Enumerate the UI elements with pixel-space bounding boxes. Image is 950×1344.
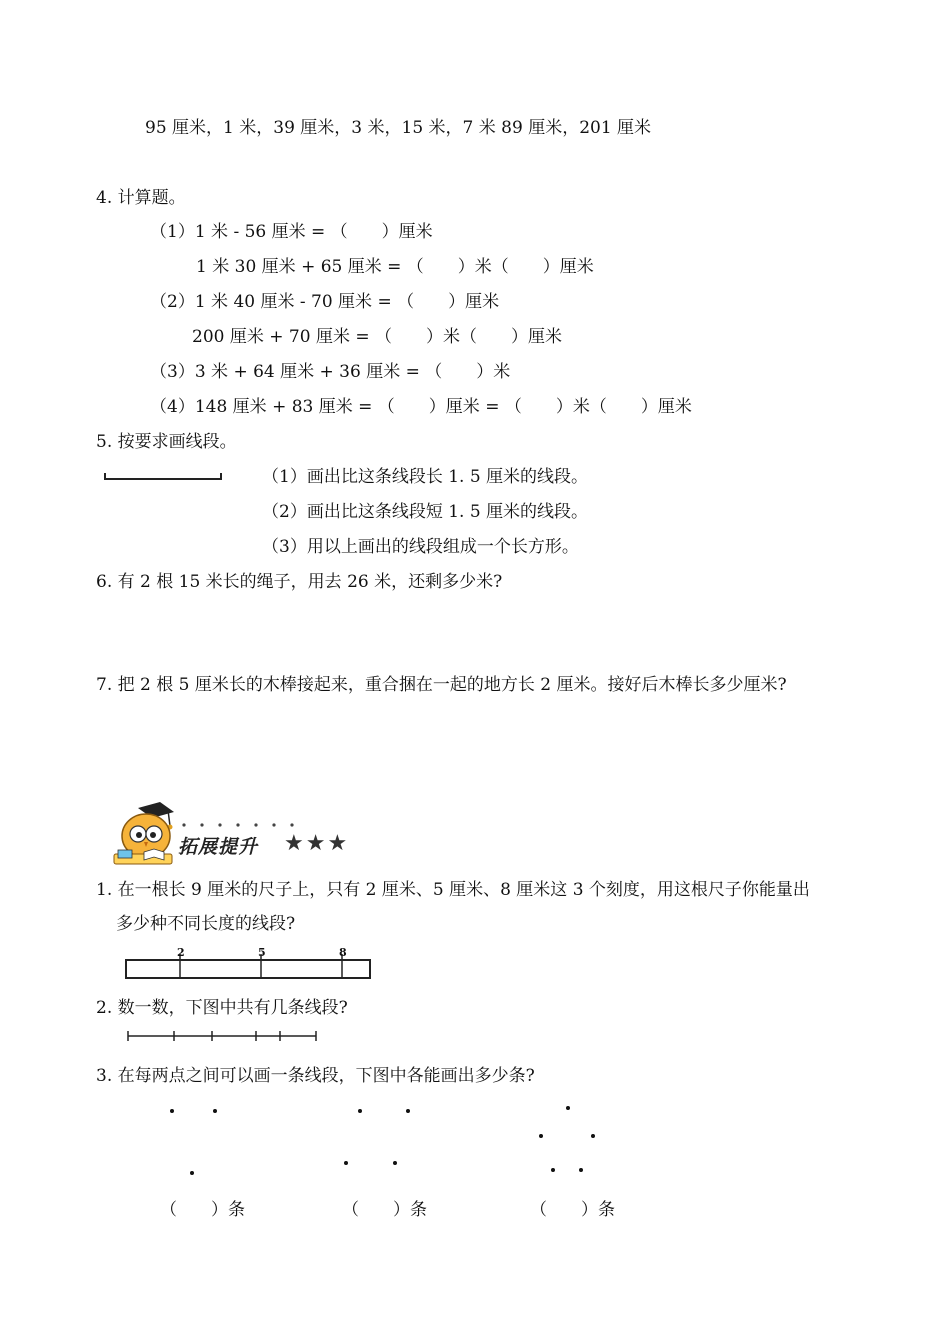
segment-count-diagram (126, 1028, 320, 1044)
answer-blank-3: （ ）条 (530, 1200, 615, 1220)
q4-line-6: （4）148 厘米 + 83 厘米 = （ ）厘米 = （ ）米（ ）厘米 (150, 397, 692, 417)
q6-text: 6. 有 2 根 15 米长的绳子，用去 26 米，还剩多少米? (96, 572, 503, 592)
answer-blank-1: （ ）条 (160, 1200, 245, 1220)
ruler-mark-2: 2 (177, 946, 185, 959)
dots-figure-four (335, 1100, 425, 1180)
q4-title: 4. 计算题。 (96, 188, 186, 208)
difficulty-stars: ★★★ (284, 831, 350, 856)
ruler-mark-5: 5 (258, 946, 266, 959)
answer-blank-2: （ ）条 (342, 1200, 427, 1220)
q5-item-1: （1）画出比这条线段长 1. 5 厘米的线段。 (262, 467, 589, 487)
ruler-diagram (124, 944, 376, 984)
q7-text: 7. 把 2 根 5 厘米长的木棒接起来，重合捆在一起的地方长 2 厘米。接好后木棒长多少厘米? (96, 675, 787, 695)
ruler-mark-8: 8 (339, 946, 347, 959)
q4-line-5: （3）3 米 + 64 厘米 + 36 厘米 = （ ）米 (150, 362, 511, 382)
e3-title: 3. 在每两点之间可以画一条线段，下图中各能画出多少条? (96, 1066, 535, 1086)
q5-item-2: （2）画出比这条线段短 1. 5 厘米的线段。 (262, 502, 589, 522)
sample-segment (104, 470, 224, 482)
dots-figure-five (530, 1098, 610, 1178)
dotted-decoration (180, 822, 360, 828)
q4-line-2: 1 米 30 厘米 + 65 厘米 = （ ）米（ ）厘米 (196, 257, 594, 277)
extension-title: 拓展提升 (178, 836, 259, 858)
e1-line-1: 1. 在一根长 9 厘米的尺子上，只有 2 厘米、5 厘米、8 厘米这 3 个刻度，用这根尺子你能量出 (96, 880, 810, 900)
q5-item-3: （3）用以上画出的线段组成一个长方形。 (262, 537, 579, 557)
q4-line-4: 200 厘米 + 70 厘米 = （ ）米（ ）厘米 (192, 327, 562, 347)
q4-line-3: （2）1 米 40 厘米 - 70 厘米 = （ ）厘米 (150, 292, 500, 312)
owl-graduate-icon (108, 800, 180, 870)
dots-figure-three (150, 1100, 230, 1180)
q4-line-1: （1）1 米 - 56 厘米 = （ ）厘米 (150, 222, 433, 242)
q5-title: 5. 按要求画线段。 (96, 432, 237, 452)
e1-line-2: 多少种不同长度的线段? (116, 914, 296, 934)
length-list: 95 厘米，1 米，39 厘米，3 米，15 米，7 米 89 厘米，201 厘米 (145, 118, 652, 138)
e2-text: 2. 数一数，下图中共有几条线段? (96, 998, 348, 1018)
